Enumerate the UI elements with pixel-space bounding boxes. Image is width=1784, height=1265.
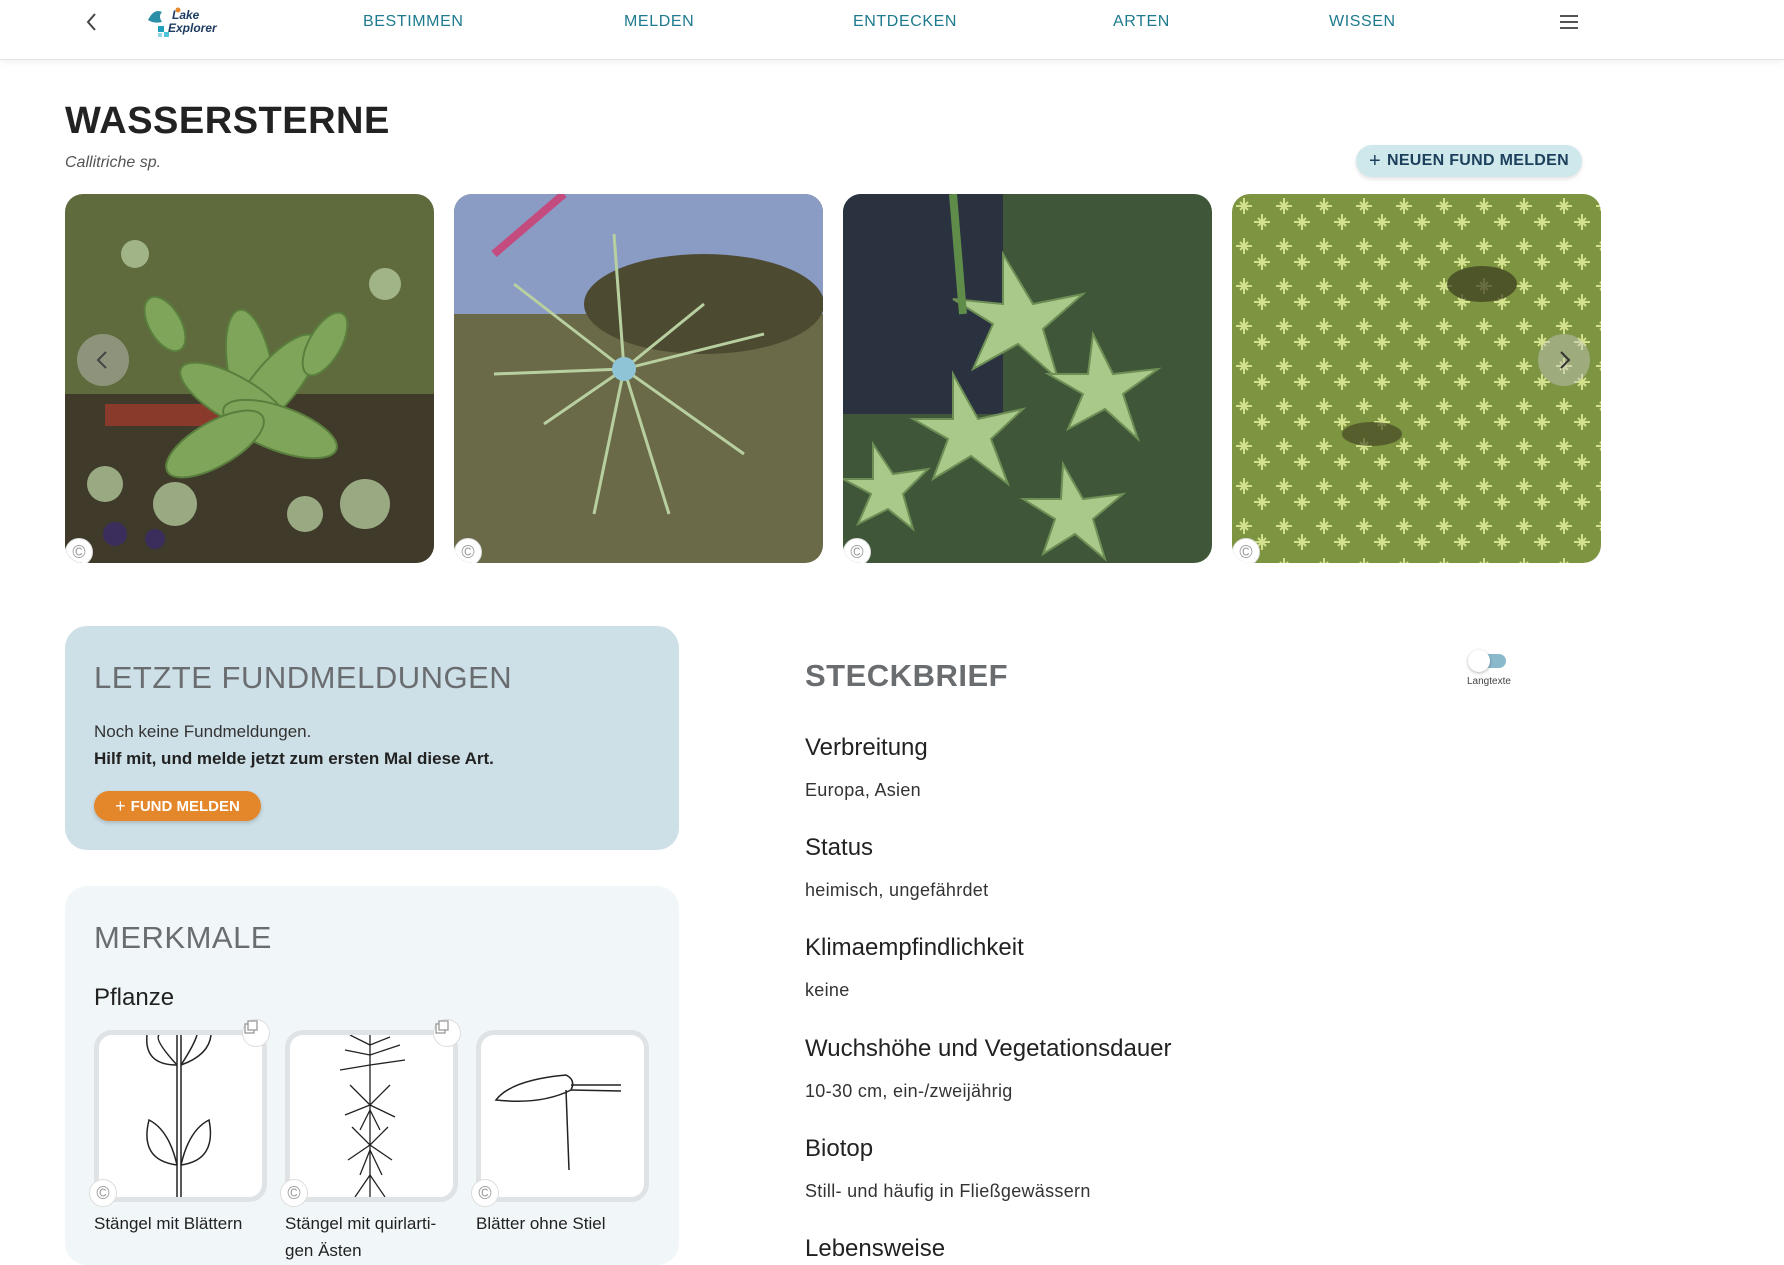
logo-text-lake: Lake [172,8,200,22]
page-title: WASSERSTERNE [65,100,390,142]
gallery-next-arrow[interactable] [1538,334,1590,386]
features-panel [65,886,679,1265]
profile-key: Status [805,834,874,861]
hamburger-menu-icon[interactable] [1558,12,1580,32]
feature-label-line: Stängel mit Blättern [94,1214,243,1233]
feature-label [285,1210,436,1264]
copyright-icon[interactable]: © [280,1179,308,1207]
copyright-icon[interactable]: © [1232,538,1260,563]
feature-label-line: Blätter ohne Stiel [476,1214,606,1233]
feature-label [94,1210,242,1237]
profile-value: Still- und häufig in Fließgewässern [805,1181,1091,1201]
lake-explorer-logo[interactable] [144,2,224,42]
nav-bestimmen[interactable]: BESTIMMEN [363,13,464,30]
long-text-toggle-label: Langtexte [1467,676,1511,687]
latin-name: Callitriche sp. [65,154,162,171]
copyright-icon[interactable]: © [65,538,93,563]
profile-key: Biotop [805,1135,874,1162]
nav-wissen[interactable]: WISSEN [1329,13,1396,30]
gallery-photo[interactable] [454,194,823,563]
copyright-icon[interactable]: © [89,1179,117,1207]
plus-icon: + [1369,150,1381,172]
profile-value: 10-30 cm, ein-/zweijährig [805,1081,1013,1101]
recent-findings-panel [65,626,679,850]
feature-card-sessile-leaves[interactable] [476,1030,649,1202]
gallery-previous-arrow[interactable] [77,334,129,386]
nav-arten[interactable]: ARTEN [1113,13,1170,30]
profile-key: Klimaempfindlichkeit [805,934,1024,961]
profile-key: Wuchshöhe und Vegetationsdauer [805,1035,1172,1062]
new-find-label: NEUEN FUND MELDEN [1386,152,1569,169]
report-find-button[interactable] [94,791,261,821]
no-findings-text: Noch keine Fundmeldungen. [94,722,312,741]
nav-melden[interactable]: MELDEN [624,13,695,30]
profile-value: heimisch, ungefährdet [805,880,989,900]
report-find-label: FUND MELDEN [130,797,240,815]
feature-card-stem-with-leaves[interactable] [94,1030,267,1202]
new-find-button[interactable] [1356,145,1582,177]
gallery-photo[interactable] [65,194,434,563]
toggle-knob [1468,650,1490,672]
swap-image-icon[interactable] [242,1019,270,1047]
logo-text-explorer: Explorer [168,21,217,35]
plus-icon: + [115,796,126,816]
gallery-photo[interactable] [1232,194,1601,563]
feature-label-line: gen Ästen [285,1241,362,1260]
features-section-plant: Pflanze [94,984,175,1011]
feature-label-line: Stängel mit quirlarti- [285,1214,437,1233]
copyright-icon[interactable]: © [843,538,871,563]
swap-image-icon[interactable] [433,1019,461,1047]
copyright-icon[interactable]: © [454,538,482,563]
recent-findings-title: LETZTE FUNDMELDUNGEN [94,660,513,695]
call-to-action-text: Hilf mit, und melde jetzt zum ersten Mal diese Art. [94,749,494,768]
profile-key: Verbreitung [805,734,928,761]
long-text-toggle[interactable] [1468,650,1508,670]
gallery-photo[interactable] [843,194,1212,563]
back-arrow-icon[interactable] [80,10,104,34]
profile-title: STECKBRIEF [805,658,1009,693]
feature-label [476,1210,605,1237]
top-navigation-bar [0,0,1784,60]
copyright-icon[interactable]: © [471,1179,499,1207]
profile-value: Europa, Asien [805,780,921,800]
feature-card-whorled-branches[interactable] [285,1030,458,1202]
profile-key: Lebensweise [805,1235,946,1262]
nav-entdecken[interactable]: ENTDECKEN [853,13,958,30]
features-title: MERKMALE [94,920,272,955]
profile-value: keine [805,980,850,1000]
